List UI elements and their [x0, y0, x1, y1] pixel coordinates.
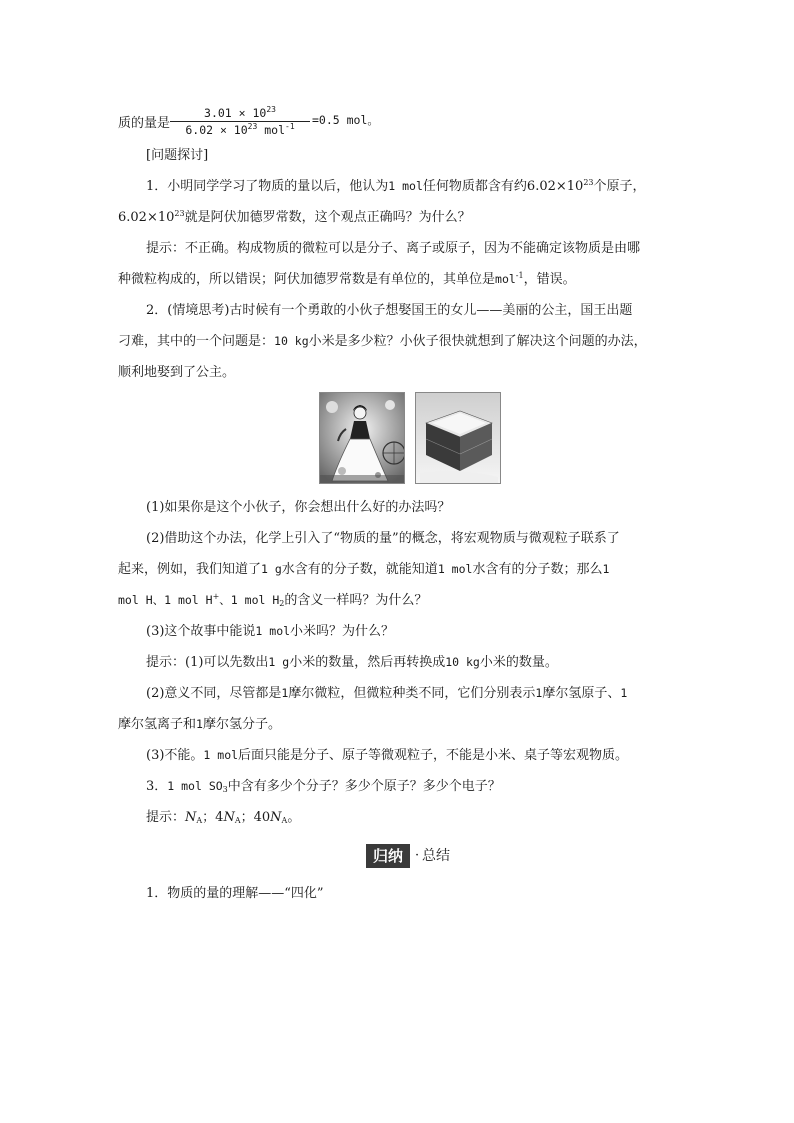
q3-line-1: 3．1 mol $SO_3$中含有多少个分子？多少个原子？多少个电子？ — [146, 779, 501, 794]
q2-line-2: 刁难，其中的一个问题是：10 kg小米是多少粒？小伙子很快就想到了解决这个问题的办法， — [118, 334, 647, 349]
q2-sub-1: (1)如果你是这个小伙子，你会想出什么好的办法吗？ — [146, 500, 451, 515]
q3-hint: 提示：$N_A$；$4N_A$；$40N_A$。 — [146, 810, 301, 825]
princess-image — [319, 392, 405, 484]
summary-dot: · — [415, 848, 420, 863]
section-label: [问题探讨] — [146, 148, 209, 163]
q2-line-1: 2．(情境思考)古时候有一个勇敢的小伙子想娶国王的女儿——美丽的公主，国王出题 — [146, 303, 633, 318]
fraction-numerator: $3.01 \times 10^{23}$ — [204, 105, 276, 120]
q2-hint-1: 提示：(1)可以先数出1 g小米的数量，然后再转换成10 kg小米的数量。 — [146, 655, 558, 670]
q1-hint-line-2: 种微粒构成的，所以错误；阿伏加德罗常数是有单位的，其单位是mol$^{-1}$，错误。 — [118, 271, 576, 287]
summary-heading — [366, 844, 486, 868]
q2-hint-3: (3)不能。1 mol后面只能是分子、原子等微观粒子，不能是小米、桌子等宏观物质。 — [146, 748, 629, 763]
fraction — [170, 106, 310, 137]
princess-illustration-icon — [320, 393, 404, 483]
summary-point-1: 1．物质的量的理解——“四化” — [146, 886, 324, 901]
story-images — [319, 392, 501, 484]
summary-badge: 归纳 — [366, 844, 410, 868]
summary-title: 总结 — [422, 848, 450, 864]
formula-prefix: 质的量是 — [118, 116, 171, 131]
q1-hint-line-1: 提示：不正确。构成物质的微粒可以是分子、离子或原子，因为不能确定该物质是由哪 — [146, 241, 641, 256]
rice-box-image — [415, 392, 501, 484]
q2-hint-2-line-2: 摩尔氢离子和1摩尔氢分子。 — [118, 717, 281, 732]
rice-measure-box-icon — [416, 393, 500, 483]
q1-line-2: $6.02\times 10^{23}$就是阿伏加德罗常数，这个观点正确吗？为什么？ — [118, 209, 471, 225]
formula-result: =0.5 mol。 — [312, 113, 379, 127]
q2-hint-2-line-1: (2)意义不同，尽管都是1摩尔微粒，但微粒种类不同，它们分别表示1摩尔氢原子、1 — [146, 686, 628, 701]
fraction-denominator: $6.02 \times 10^{23}$ mol$^{-1}$ — [185, 122, 295, 137]
q1-line-1: 1．小明同学学习了物质的量以后，他认为1 mol任何物质都含有约$6.02\times 10^{23}$个原子， — [146, 178, 646, 194]
q2-sub-2-line-2: 起来，例如，我们知道了1 g水含有的分子数，就能知道1 mol水含有的分子数；那么1 — [118, 562, 610, 577]
q2-sub-2-line-1: (2)借助这个办法，化学上引入了“物质的量”的概念，将宏观物质与微观粒子联系了 — [146, 531, 620, 546]
q2-sub-2-line-3: mol H、1 mol H+、1 mol $H_2$的含义一样吗？为什么？ — [118, 592, 428, 608]
q2-line-3: 顺利地娶到了公主。 — [118, 365, 236, 380]
q2-sub-3: (3)这个故事中能说1 mol小米吗？为什么？ — [146, 624, 395, 639]
